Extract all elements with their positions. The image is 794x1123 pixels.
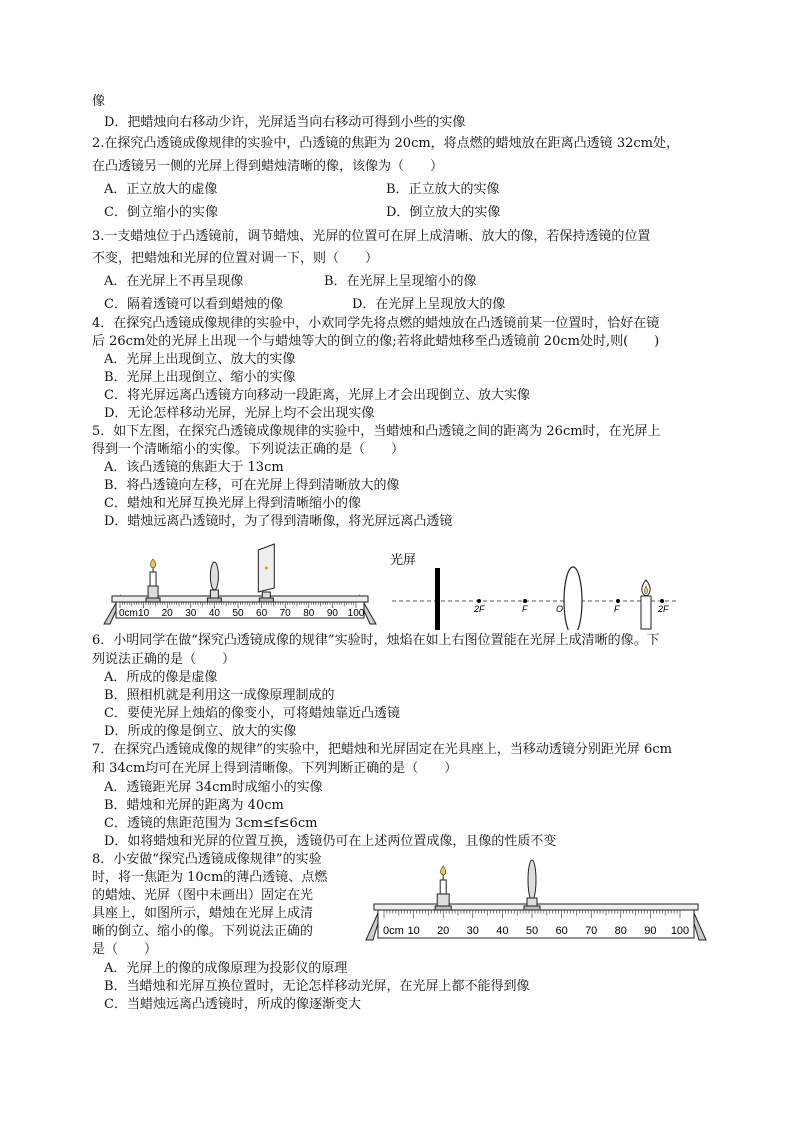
question-3: 3.一支蜡烛位于凸透镜前，调节蜡烛、光屏的位置可在屏上成清晰、放大的像，若保持透镜的位置 bbox=[92, 229, 651, 244]
option-c: C．当蜡烛远离凸透镜时，所成的像逐渐变大 bbox=[104, 997, 361, 1012]
label-o: O bbox=[556, 604, 564, 614]
option-c: C．蜡烛和光屏互换光屏上得到清晰缩小的像 bbox=[104, 496, 361, 511]
point-2f-left bbox=[477, 599, 481, 603]
convex-lens bbox=[524, 860, 540, 910]
scale-label: 60 bbox=[256, 608, 268, 619]
scale-label: 30 bbox=[466, 925, 479, 937]
text-line: 像 bbox=[92, 94, 106, 109]
screen-label: 光屏 bbox=[390, 552, 417, 567]
option-b: B．照相机就是利用这一成像原理制成的 bbox=[104, 688, 335, 703]
question-4: 4．在探究凸透镜成像规律的实验中，小欢同学先将点燃的蜡烛放在凸透镜前某一位置时，恰好在镜 bbox=[92, 316, 660, 331]
candle bbox=[435, 866, 451, 910]
option-a: A．所成的像是虚像 bbox=[104, 670, 218, 685]
option-d: D．如将蜡烛和光屏的位置互换，透镜仍可在上述两位置成像，且像的性质不变 bbox=[104, 834, 557, 849]
option-b: B．蜡烛和光屏的距离为 40cm bbox=[104, 798, 284, 813]
scale-label: 50 bbox=[525, 925, 539, 937]
scale-label: 90 bbox=[326, 608, 338, 619]
question-8-cont: 时，将一焦距为 10cm的薄凸透镜、点燃 bbox=[92, 870, 328, 885]
option-a: A．该凸透镜的焦距大于 13cm bbox=[104, 460, 284, 475]
option-a: A．在光屏上不再呈现像 bbox=[104, 274, 244, 289]
question-7-cont: 和 34cm均可在光屏上得到清晰像。下列判断正确的是（ ） bbox=[92, 761, 458, 776]
scale-label: 0cm bbox=[383, 925, 404, 937]
scale-label: 10 bbox=[407, 925, 420, 937]
optical-bench-figure-2 bbox=[362, 854, 712, 944]
point-2f-right bbox=[660, 599, 664, 603]
scale-label: 0cm bbox=[119, 608, 138, 619]
option-c: C．倒立缩小的实像 bbox=[104, 205, 218, 220]
question-8-cont: 的蜡烛、光屏（图中未画出）固定在光 bbox=[92, 888, 314, 903]
question-8: 8．小安做“探究凸透镜成像规律”的实验 bbox=[92, 852, 322, 867]
label-2f-right: 2F bbox=[658, 604, 669, 614]
scale-label: 70 bbox=[585, 925, 598, 937]
scale-label: 20 bbox=[437, 925, 450, 937]
option-b: B．将凸透镜向左移，可在光屏上得到清晰放大的像 bbox=[104, 478, 400, 493]
question-3-cont: 不变，把蜡烛和光屏的位置对调一下，则（ ） bbox=[92, 251, 379, 266]
scale-label: 20 bbox=[161, 608, 173, 619]
option-a: A．正立放大的虚像 bbox=[104, 182, 218, 197]
question-5: 5．如下左图，在探究凸透镜成像规律的实验中，当蜡烛和凸透镜之间的距离为 26cm时，在光屏上 bbox=[92, 424, 661, 439]
question-6-cont: 列说法正确的是（ ） bbox=[92, 652, 236, 667]
scale-label: 30 bbox=[185, 608, 197, 619]
option-c: C．要使光屏上烛焰的像变小，可将蜡烛靠近凸透镜 bbox=[104, 706, 400, 721]
option-a: A．透镜距光屏 34cm时成缩小的实像 bbox=[104, 780, 323, 795]
option-d: D．在光屏上呈现放大的像 bbox=[352, 297, 506, 312]
scale-label: 90 bbox=[644, 925, 657, 937]
optical-bench-figure-1 bbox=[100, 540, 380, 628]
scale-label: 50 bbox=[232, 608, 244, 619]
label-2f-left: 2F bbox=[474, 604, 485, 614]
option-a: A．光屏上出现倒立、放大的实像 bbox=[104, 352, 296, 367]
option-d: D．无论怎样移动光屏，光屏上均不会出现实像 bbox=[104, 406, 375, 421]
option-d: D．把蜡烛向右移动少许，光屏适当向右移动可得到小些的实像 bbox=[104, 115, 466, 130]
light-screen bbox=[258, 544, 274, 602]
point-f-left bbox=[523, 599, 527, 603]
scale-label: 80 bbox=[303, 608, 315, 619]
scale-label: 40 bbox=[208, 608, 220, 619]
question-7: 7．在探究凸透镜成像的规律”的实验中，把蜡烛和光屏固定在光具座上，当移动透镜分别距光屏 6cm bbox=[92, 742, 672, 757]
question-2: 2.在探究凸透镜成像规律的实验中，凸透镜的焦距为 20cm，将点燃的蜡烛放在距离凸透镜 32cm处， bbox=[92, 136, 679, 151]
option-c: C．透镜的焦距范围为 3cm≤f≤6cm bbox=[104, 816, 318, 831]
label-f-right: F bbox=[614, 604, 620, 614]
scale-label: 70 bbox=[279, 608, 291, 619]
lens-axis-diagram bbox=[382, 540, 682, 630]
scale-label: 40 bbox=[496, 925, 509, 937]
question-6: 6．小明同学在做“探究凸透镜成像的规律”实验时，烛焰在如上右图位置能在光屏上成清晰的像。下 bbox=[92, 633, 660, 648]
option-b: B．当蜡烛和光屏互换位置时，无论怎样移动光屏，在光屏上都不能得到像 bbox=[104, 979, 530, 994]
question-8-cont: 晰的倒立、缩小的像。下列说法正确的 bbox=[92, 924, 314, 939]
label-f-left: F bbox=[522, 604, 528, 614]
question-8-cont: 是（ ） bbox=[92, 942, 158, 957]
question-5-cont: 得到一个清晰缩小的实像。下列说法正确的是（ ） bbox=[92, 442, 405, 457]
scale-label: 100 bbox=[670, 925, 690, 937]
candle bbox=[641, 580, 651, 629]
scale-label: 10 bbox=[138, 608, 150, 619]
option-d: D．倒立放大的实像 bbox=[386, 205, 501, 220]
question-2-cont: 在凸透镜另一侧的光屏上得到蜡烛清晰的像，该像为（ ） bbox=[92, 159, 444, 174]
option-b: B．光屏上出现倒立、缩小的实像 bbox=[104, 370, 296, 385]
point-f-right bbox=[616, 599, 620, 603]
option-b: B．正立放大的实像 bbox=[386, 182, 500, 197]
option-b: B．在光屏上呈现缩小的像 bbox=[324, 274, 477, 289]
scale-label: 60 bbox=[555, 925, 568, 937]
question-8-cont: 具座上，如图所示，蜡烛在光屏上成清 bbox=[92, 906, 314, 921]
screen-bar bbox=[435, 568, 440, 630]
scale-label: 100 bbox=[347, 608, 365, 619]
option-a: A．光屏上的像的成像原理为投影仪的原理 bbox=[104, 961, 348, 976]
option-c: C．将光屏远离凸透镜方向移动一段距离，光屏上才会出现倒立、放大实像 bbox=[104, 388, 530, 403]
scale-label: 80 bbox=[614, 925, 627, 937]
question-4-cont: 后 26cm处的光屏上出现一个与蜡烛等大的倒立的像;若将此蜡烛移至凸透镜前 20cm处时,则( ) bbox=[92, 334, 660, 349]
candle bbox=[146, 559, 160, 602]
convex-lens bbox=[564, 567, 582, 630]
option-d: D．所成的像是倒立、放大的实像 bbox=[104, 724, 297, 739]
option-d: D．蜡烛远离凸透镜时，为了得到清晰像，将光屏远离凸透镜 bbox=[104, 514, 453, 529]
option-c: C．隔着透镜可以看到蜡烛的像 bbox=[104, 297, 283, 312]
